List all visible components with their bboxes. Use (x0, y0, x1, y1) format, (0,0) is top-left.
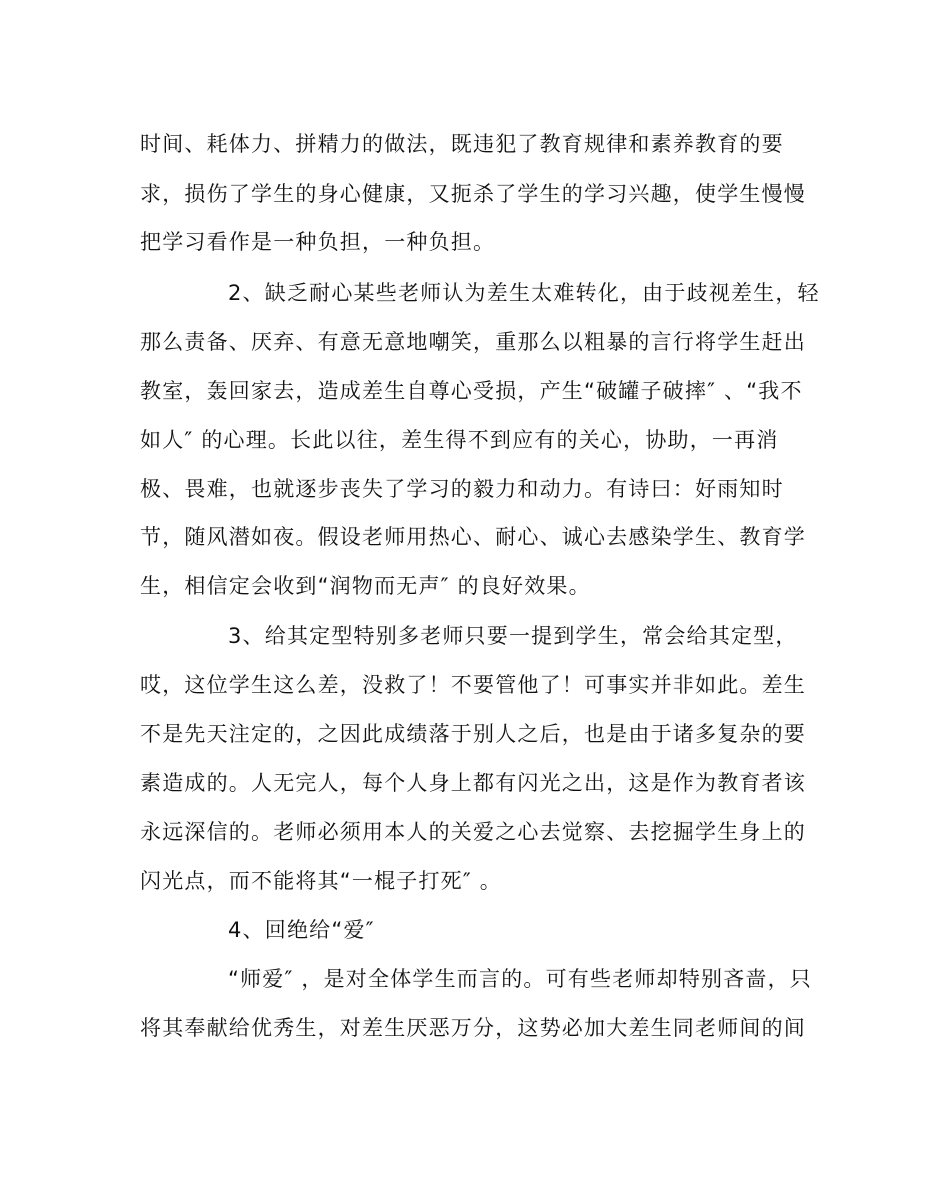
text-line: 永远深信的。老师必须用本人的关爱之心去觉察、去挖掘学生身上的 (140, 820, 806, 844)
text-line: 求，损伤了学生的身心健康，又扼杀了学生的学习兴趣，使学生慢慢 (140, 182, 806, 206)
text-line: 那么责备、厌弃、有意无意地嘲笑，重那么以粗暴的言行将学生赶出 (140, 330, 806, 354)
text-line: 把学习看作是一种负担，一种负担。 (140, 230, 496, 254)
text-line: 如人″ 的心理。长此以往，差生得不到应有的关心，协助，一再消 (140, 428, 779, 452)
text-line: 闪光点，而不能将其“一棍子打死″ 。 (140, 869, 502, 893)
text-line: 教室，轰回家去，造成差生自尊心受损，产生“破罐子破摔″ 、“我不 (140, 379, 803, 403)
text-line: 极、畏难，也就逐步丧失了学习的毅力和动力。有诗曰：好雨知时 (140, 477, 784, 501)
text-line: 时间、耗体力、拼精力的做法，既违犯了教育规律和素养教育的要 (140, 132, 784, 156)
paragraph-heading-2: 2、缺乏耐心某些老师认为差生太难转化，由于歧视差生，轻 (228, 281, 820, 305)
text-line: 生，相信定会收到“润物而无声″ 的良好效果。 (140, 574, 591, 598)
paragraph-heading-3: 3、给其定型特别多老师只要一提到学生，常会给其定型， (228, 624, 798, 648)
paragraph-heading-4: 4、回绝给“爱″ (228, 918, 375, 942)
text-line: 素造成的。人无完人，每个人身上都有闪光之出，这是作为教育者该 (140, 771, 806, 795)
text-line: 哎，这位学生这么差，没救了！不要管他了！可事实并非如此。差生 (140, 673, 806, 697)
text-line: 将其奉献给优秀生，对差生厌恶万分，这势必加大差生同老师间的间 (140, 1016, 806, 1040)
text-line: 不是先天注定的，之因此成绩落于别人之后，也是由于诸多复杂的要 (140, 722, 806, 746)
text-line: 节，随风潜如夜。假设老师用热心、耐心、诚心去感染学生、教育学 (140, 525, 806, 549)
text-line: “师爱″ ，是对全体学生而言的。可有些老师却特别吝啬，只 (228, 967, 812, 991)
